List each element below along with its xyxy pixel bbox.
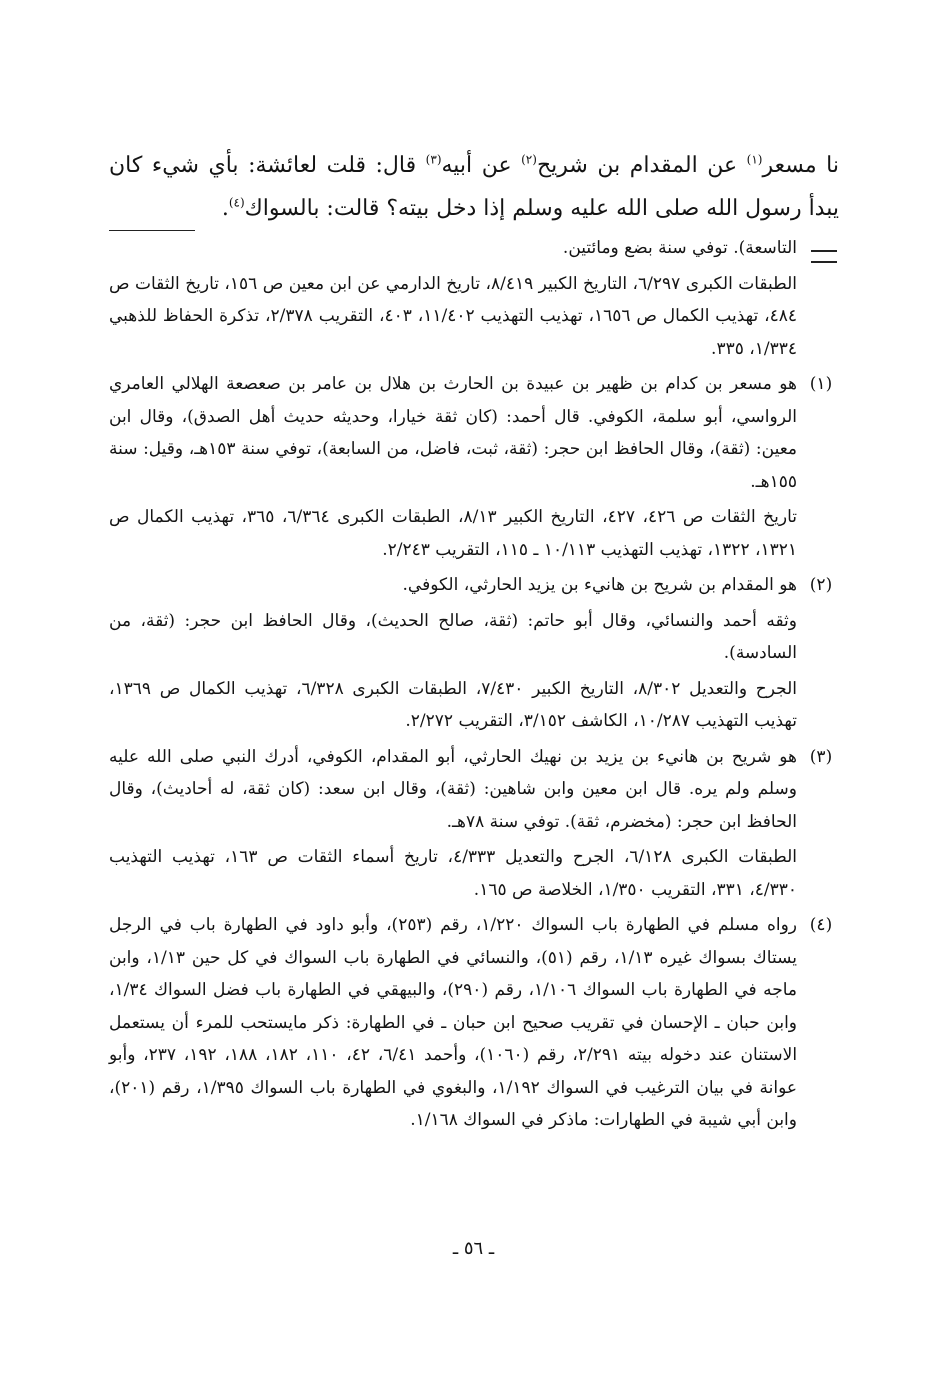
hadith-part-1: نا مسعر bbox=[762, 153, 840, 178]
hadith-part-4: قال: قلت لعائشة: بأي شيء كان يبدأ رسول الله صلى الله عليه وسلم إذا دخل بيته؟ قالت: بالسواك bbox=[109, 153, 839, 221]
hadith-text bbox=[109, 144, 839, 230]
note-ref-3: (٣) bbox=[425, 152, 442, 167]
footnote-body: رواه مسلم في الطهارة باب السواك ١/٢٢٠، رقم (٢٥٣)، وأبو داود في الطهارة باب في الرجل يستاك بسواك غيره ١/١٣، رقم (٥١)، والنسائي في الطهارة باب السواك في كل حين ١/١٣، وابن ماجه في الطهارة باب السواك ١/١٠٦، رقم (٢٩٠)، والبيهقي في الطهارة باب فضل السواك ١/٣٤، وابن حبان ـ الإحسان في تقريب صحيح ابن حبان ـ في الطهارة: ذكر مايستحب للمرء أن يستعمل الاستنان عند دخوله بيته ٢/٢٩١، رقم (١٠٦٠)، وأحمد ٦/٤١، ٤٢، ١١٠، ١٨٢، ١٨٨، ١٩٢، ٢٣٧، وأبو عوانة في بيان الترغيب في السواك ١/١٩٢، والبغوي في الطهارة باب السواك ١/٣٩٥، رقم (٢٠١)، وابن أبي شيبة في الطهارات: ماذكر في السواك ١/١٦٨. bbox=[109, 915, 798, 1130]
note-ref-1: (١) bbox=[746, 152, 763, 167]
footnote-1 bbox=[109, 368, 833, 498]
page-number: ـ ٥٦ ـ bbox=[452, 1238, 495, 1259]
hadith-part-2: عن المقدام بن شريح bbox=[536, 153, 747, 178]
footnote-4 bbox=[109, 909, 833, 1137]
footnote-number: (٣) bbox=[809, 746, 833, 767]
note-ref-2: (٢) bbox=[521, 152, 537, 167]
footnote-separator bbox=[109, 230, 195, 231]
footnote-sources: الجرح والتعديل ٨/٣٠٢، التاريخ الكبير ٧/٤٣٠، الطبقات الكبرى ٦/٣٢٨، تهذيب الكمال ص ١٣٦٩، تهذيب التهذيب ١٠/٢٨٧، الكاشف ٣/١٥٢، التقريب ٢/٢٧٢. bbox=[109, 678, 797, 731]
continued-footnote-sources: الطبقات الكبرى ٦/٢٩٧، التاريخ الكبير ٨/٤١٩، تاريخ الدارمي عن ابن معين ص ١٥٦، تاريخ الثقات ص ٤٨٤، تهذيب الكمال ص ١٦٥٦، تهذيب التهذيب ١١/٤٠٢، ٤٠٣، التقريب ٢/٣٧٨، تذكرة الحفاظ للذهبي ١/٣٣٤، ٣٣٥. bbox=[109, 273, 797, 359]
footnote-2 bbox=[109, 569, 833, 602]
footnote-body-continued: وثقه أحمد والنسائي، وقال أبو حاتم: (ثقة، صالح الحديث)، وقال الحافظ ابن حجر: (ثقة، من السادسة). bbox=[109, 610, 797, 663]
continued-footnote: التاسعة). توفي سنة بضع ومائتين. bbox=[562, 238, 797, 258]
footnote-body: هو شريح بن هانيء بن يزيد بن نهيك الحارثي، أبو المقدام، الكوفي، أدرك النبي صلى الله عليه وسلم ولم يره. قال ابن معين وابن شاهين: (ثقة)، وقال ابن سعد: (كان ثقة، له أحاديث)، وقال الحافظ ابن حجر: (مخضرم، ثقة). توفي سنة ٧٨هـ. bbox=[109, 746, 797, 832]
footnote-3 bbox=[109, 741, 833, 839]
footnotes-section bbox=[109, 232, 839, 1137]
footnote-sources: الطبقات الكبرى ٦/١٢٨، الجرح والتعديل ٤/٣٣٣، تاريخ أسماء الثقات ص ١٦٣، تهذيب التهذيب ٤/٣٣٠، ٣٣١، التقريب ١/٣٥٠، الخلاصة ص ١٦٥. bbox=[109, 847, 797, 900]
footnote-number: (٢) bbox=[809, 575, 833, 595]
footnote-body: هو المقدام بن شريح بن هانيء بن يزيد الحارثي، الكوفي. bbox=[402, 575, 797, 595]
footnote-number: (١) bbox=[809, 374, 833, 394]
hadith-part-5: . bbox=[221, 196, 229, 221]
footnote-sources: تاريخ الثقات ص ٤٢٦، ٤٢٧، التاريخ الكبير ٨/١٣، الطبقات الكبرى ٦/٣٦٤، ٣٦٥، تهذيب الكمال ص ١٣٢١، ١٣٢٢، تهذيب التهذيب ١٠/١١٣ ـ ١١٥، التقريب ٢/٢٤٣. bbox=[109, 507, 798, 560]
footnote-number: (٤) bbox=[809, 915, 833, 935]
hadith-part-3: عن أبيه bbox=[441, 153, 522, 178]
note-ref-4: (٤) bbox=[228, 195, 245, 210]
footnote-body: هو مسعر بن كدام بن ظهير بن عبيدة بن الحارث بن هلال بن عامر بن صعصعة الهلالي العامري الرواسي، أبو سلمة، الكوفي. قال أحمد: (كان ثقة خيارا، وحديثه حديث أهل الصدق)، وقال ابن معين: (ثقة)، وقال الحافظ ابن حجر: (ثقة، ثبت، فاضل، من السابعة)، توفي سنة ١٥٣هـ، وقيل: سنة ١٥٥هـ. bbox=[109, 374, 798, 492]
